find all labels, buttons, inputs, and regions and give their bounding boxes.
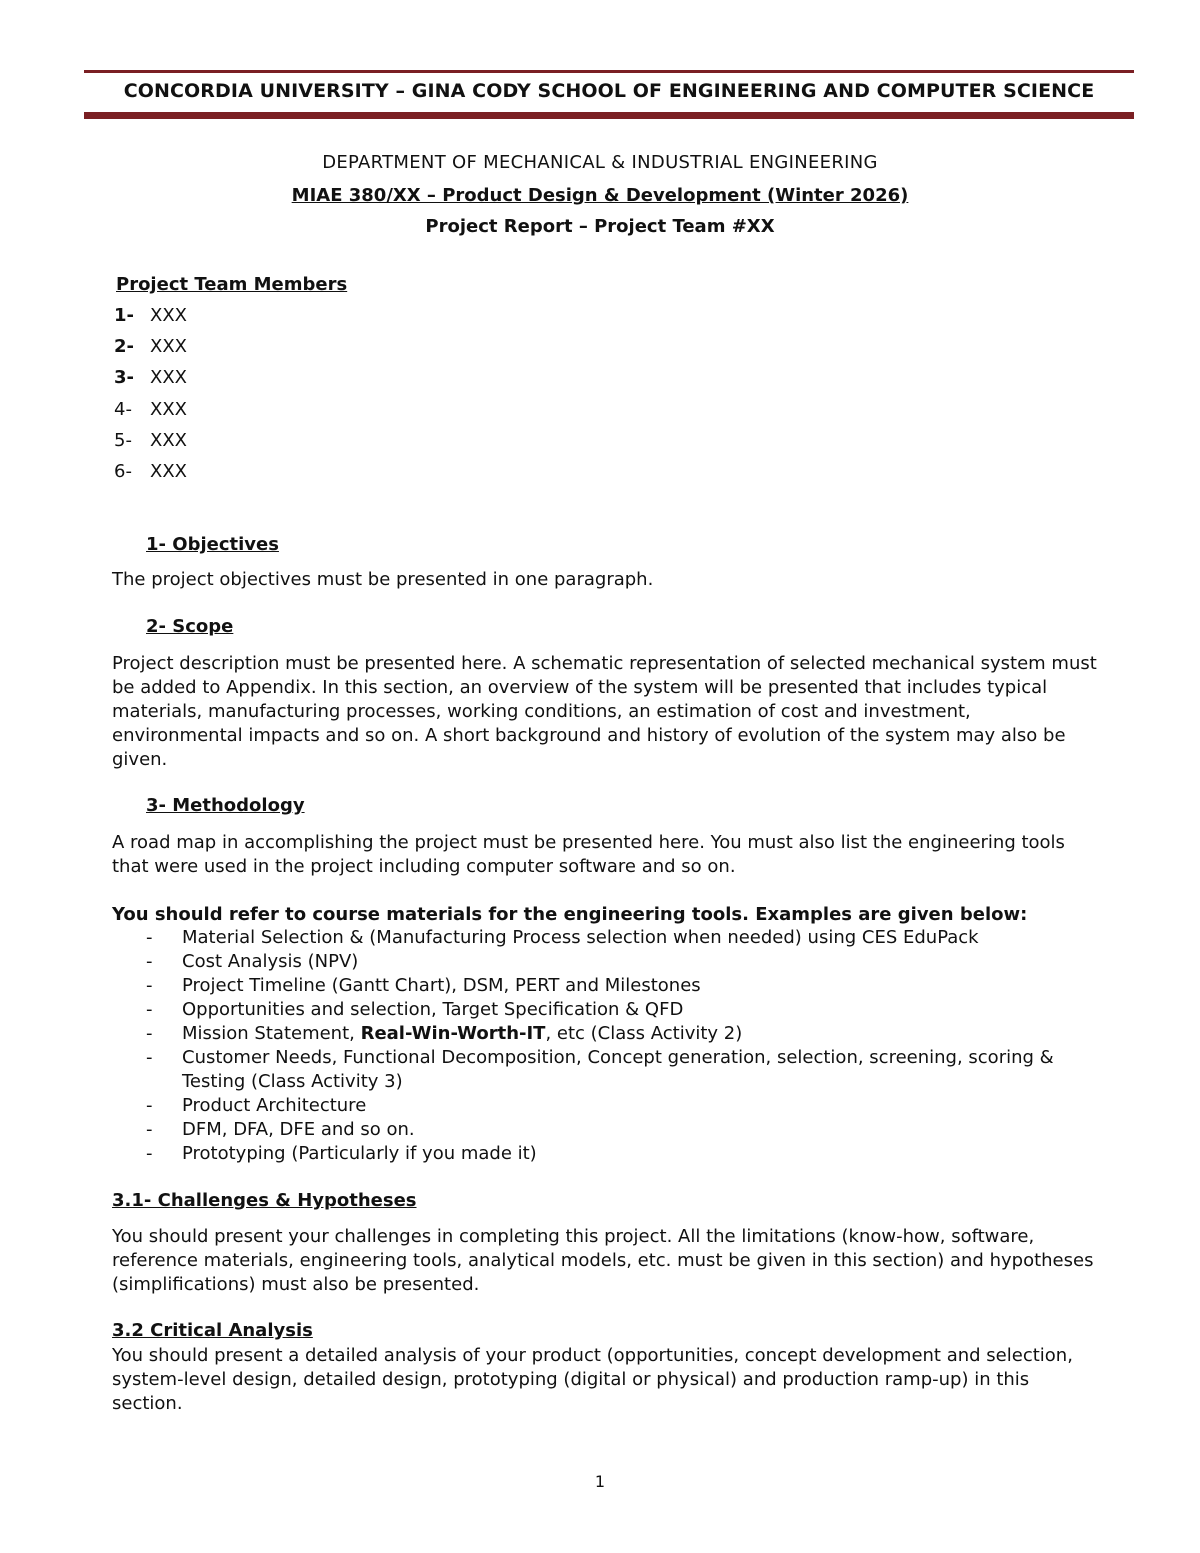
member-item (114, 336, 187, 357)
list-item (112, 1046, 1102, 1094)
member-item (114, 367, 187, 388)
members-heading: Project Team Members (116, 274, 348, 295)
list-item (112, 1118, 1102, 1142)
report-title: Project Report – Project Team #XX (425, 216, 775, 237)
dash-bullet: - (146, 1119, 153, 1140)
methodology-heading: 3- Methodology (146, 795, 305, 816)
list-item-text: Material Selection & (Manufacturing Process selection when needed) using CES EduPack (182, 927, 979, 948)
dash-bullet: - (146, 1095, 153, 1116)
list-item (112, 1142, 1102, 1166)
member-name: XXX (150, 399, 187, 420)
member-number: 2- (114, 336, 134, 357)
scope-heading: 2- Scope (146, 616, 234, 637)
member-name: XXX (150, 367, 187, 388)
member-item (114, 305, 187, 326)
member-number: 3- (114, 367, 134, 388)
member-number: 1- (114, 305, 134, 326)
dash-bullet: - (146, 927, 153, 948)
list-item-text: Product Architecture (182, 1095, 367, 1116)
list-item-text: Opportunities and selection, Target Specification & QFD (182, 999, 684, 1020)
member-number: 4- (114, 399, 132, 420)
scope-text: Project description must be presented here. A schematic representation of selected mechanical system must be added to Appendix. In this section, an overview of the system will be presented that includes typical materials, manufacturing processes, working conditions, an estimation of cost and investment, environmental impacts and so on. A short background and history of evolution of the system may also be given. (112, 653, 1097, 770)
list-item-text: Prototyping (Particularly if you made it) (182, 1143, 537, 1164)
member-item (114, 430, 187, 451)
tools-intro: You should refer to course materials for the engineering tools. Examples are given below: (112, 904, 1028, 925)
list-item-text: Cost Analysis (NPV) (182, 951, 359, 972)
list-item-bold-text: Real-Win-Worth-IT (360, 1023, 546, 1044)
course-title: MIAE 380/XX – Product Design & Development (Winter 2026) (291, 185, 909, 206)
list-item (112, 1094, 1102, 1118)
department-title: DEPARTMENT OF MECHANICAL & INDUSTRIAL ENGINEERING (322, 152, 878, 173)
member-number: 5- (114, 430, 132, 451)
challenges-text: You should present your challenges in completing this project. All the limitations (know-how, software, reference materials, engineering tools, analytical models, etc. must be given in this section) and hypotheses (simplifications) must also be presented. (112, 1226, 1094, 1295)
list-item (112, 926, 1102, 950)
list-item (112, 998, 1102, 1022)
list-item (112, 1022, 1102, 1046)
member-name: XXX (150, 336, 187, 357)
member-name: XXX (150, 305, 187, 326)
member-item (114, 399, 187, 420)
member-name: XXX (150, 430, 187, 451)
critical-analysis-text: You should present a detailed analysis of your product (opportunities, concept development and selection, system-level design, detailed design, prototyping (digital or physical) and production ramp-up) in this section. (112, 1345, 1073, 1414)
tools-list (112, 926, 1102, 1166)
dash-bullet: - (146, 951, 153, 972)
list-item-text: Project Timeline (Gantt Chart), DSM, PERT and Milestones (182, 975, 701, 996)
header-rule-top (84, 70, 1134, 73)
list-item (112, 974, 1102, 998)
dash-bullet: - (146, 1047, 153, 1068)
dash-bullet: - (146, 1023, 153, 1044)
member-number: 6- (114, 461, 132, 482)
list-item-text: Customer Needs, Functional Decomposition, Concept generation, selection, screening, scoring & Testing (Class Activity 3) (182, 1047, 1054, 1092)
member-name: XXX (150, 461, 187, 482)
list-item-text: Mission Statement, (182, 1023, 361, 1044)
objectives-heading: 1- Objectives (146, 534, 279, 555)
header-rule-bottom (84, 112, 1134, 119)
list-item (112, 950, 1102, 974)
methodology-text: A road map in accomplishing the project must be presented here. You must also list the engineering tools that were used in the project including computer software and so on. (112, 832, 1065, 877)
page-number: 1 (594, 1472, 606, 1491)
dash-bullet: - (146, 975, 153, 996)
list-item-text: DFM, DFA, DFE and so on. (182, 1119, 415, 1140)
member-item (114, 461, 187, 482)
dash-bullet: - (146, 999, 153, 1020)
objectives-text: The project objectives must be presented in one paragraph. (112, 569, 654, 590)
critical-analysis-heading: 3.2 Critical Analysis (112, 1320, 313, 1341)
challenges-heading: 3.1- Challenges & Hypotheses (112, 1190, 417, 1211)
dash-bullet: - (146, 1143, 153, 1164)
list-item-text: , etc (Class Activity 2) (545, 1023, 743, 1044)
university-header: CONCORDIA UNIVERSITY – GINA CODY SCHOOL OF ENGINEERING AND COMPUTER SCIENCE (123, 80, 1095, 102)
